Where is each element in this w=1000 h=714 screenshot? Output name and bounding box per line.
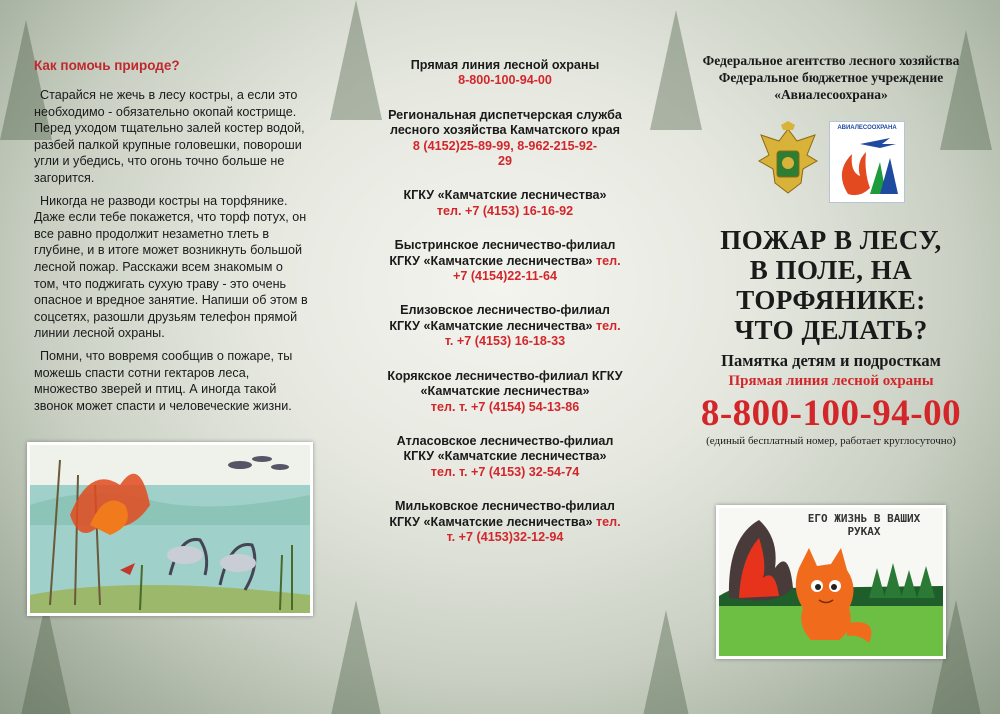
hotline-label: Прямая линия лесной охраны — [728, 373, 934, 389]
title-line: ПОЖАР В ЛЕСУ, — [720, 225, 942, 255]
paragraph-campfire: Старайся не жечь в лесу костры, а если это необходимо - обязательно окопай кострище. Перед уходом тщательно залей костер водой, разбей палкой крупные головешки, повороши угли и убедись, что огонь точно больше не загорится. — [34, 88, 305, 185]
contact-phone: тел. +7 (4153) 16-16-92 — [436, 203, 574, 218]
contact-entry — [384, 238, 626, 284]
hotline-note: (единый бесплатный номер, работает круглосуточно) — [706, 435, 956, 447]
contact-name: КГКУ «Камчатские лесничества» — [403, 188, 607, 203]
institution-name: Федеральное бюджетное учреждение «Авиалесоохрана» — [718, 70, 944, 102]
contact-name: Елизовское лесничество-филиал КГКУ «Камчатские лесничества» — [389, 303, 610, 333]
title-line: В ПОЛЕ, НА — [749, 255, 913, 285]
contact-phone: тел. т. +7 (4153) 32-54-74 — [430, 464, 580, 479]
subtitle: Памятка детям и подросткам — [721, 351, 941, 370]
contact-name: Быстринское лесничество-филиал КГКУ «Камчатские лесничества» — [389, 238, 616, 268]
contact-name: Корякское лесничество-филиал КГКУ «Камчатские лесничества» — [387, 368, 623, 399]
contact-entry — [372, 369, 638, 415]
fox-drawing — [716, 505, 946, 659]
contact-phone: тел. т. +7 (4153) 16-18-33 — [444, 318, 621, 349]
contact-name: Прямая линия лесной охраны — [410, 58, 600, 72]
contact-phone: тел. т. +7 (4153)32-12-94 — [446, 514, 621, 544]
help-nature-heading: Как помочь природе? — [34, 58, 180, 73]
contact-entry — [384, 303, 626, 349]
logos-row — [672, 121, 990, 203]
title-line: ТОРФЯНИКЕ: — [736, 285, 926, 315]
paragraph-peat: Никогда не разводи костры на торфянике. Даже если тебе покажется, что торф потух, он все равно продолжит незаметно тлеть в глубине, и в итоге может возникнуть большой лесной пожар. Расскажи всем знакомым о том, что поджигать сухую траву - это очень опасное и вредное занятие. Напиши об этом в соцсетях, разошли друзьям телефон прямой линии лесной охраны. — [34, 193, 308, 341]
contact-phone: 8-800-100-94-00 — [458, 73, 552, 88]
paragraph-report: Помни, что вовремя сообщив о пожаре, ты можешь спасти сотни гектаров леса, множество зверей и птиц. А иногда такой звонок может спасти и человеческие жизни. — [34, 348, 293, 413]
contact-entry — [390, 434, 620, 480]
main-title — [672, 225, 990, 345]
eagle-emblem-icon — [757, 121, 819, 201]
logo-caption: АВИАЛЕСООХРАНА — [837, 125, 897, 131]
hotline-number: 8-800-100-94-00 — [700, 393, 962, 434]
contact-name: Региональная диспетчерская служба лесного хозяйства Камчатского края — [388, 107, 622, 138]
contact-entry — [350, 58, 660, 89]
contact-name: Атласовское лесничество-филиал КГКУ «Камчатские лесничества» — [396, 433, 614, 464]
contact-phone: 8 (4152)25-89-99, 8-962-215-92-29 — [412, 138, 598, 169]
title-line: ЧТО ДЕЛАТЬ? — [734, 315, 928, 345]
avialesookhrana-logo — [829, 121, 905, 203]
contact-phone: тел. т. +7 (4154) 54-13-86 — [430, 399, 580, 414]
contacts-panel — [350, 0, 660, 714]
contact-phone: тел. +7 (4154)22-11-64 — [453, 253, 621, 284]
cranes-drawing — [27, 442, 313, 616]
contact-name: Мильковское лесничество-филиал КГКУ «Камчатские лесничества» — [389, 499, 615, 529]
contact-entry — [384, 499, 626, 545]
contact-entry — [350, 188, 660, 219]
drawing-caption: ЕГО ЖИЗНЬ В ВАШИХ РУКАХ — [807, 512, 921, 538]
contact-entry — [378, 108, 632, 170]
agency-name: Федеральное агентство лесного хозяйства — [702, 53, 960, 68]
